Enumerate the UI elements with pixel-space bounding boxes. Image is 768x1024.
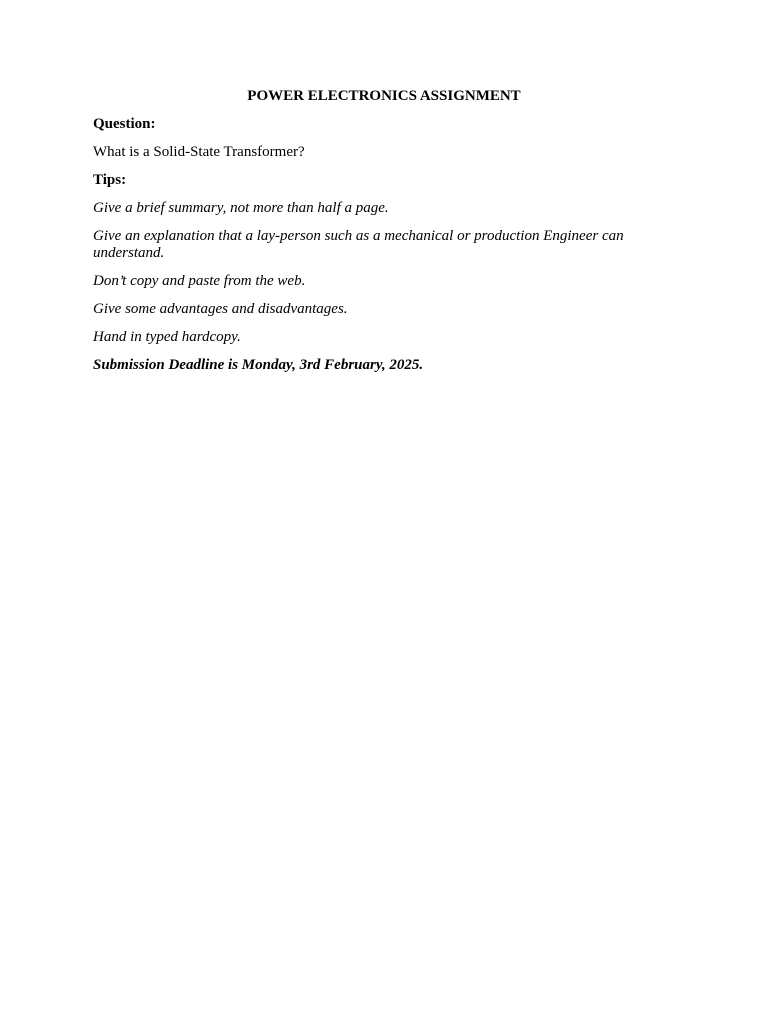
tip-item: Give some advantages and disadvantages. (93, 301, 348, 317)
question-text: What is a Solid-State Transformer? (93, 144, 305, 160)
tips-heading: Tips: (93, 172, 127, 188)
tip-item: Give an explanation that a lay-person such as a mechanical or production Engineer can understand. (93, 228, 624, 261)
tip-item: Don’t copy and paste from the web. (93, 273, 306, 289)
tip-item: Hand in typed hardcopy. (93, 329, 241, 345)
submission-deadline: Submission Deadline is Monday, 3rd February, 2025. (93, 357, 424, 373)
question-heading: Question: (93, 116, 156, 132)
tip-item: Give a brief summary, not more than half a page. (93, 200, 389, 216)
document-title: POWER ELECTRONICS ASSIGNMENT (247, 88, 521, 104)
